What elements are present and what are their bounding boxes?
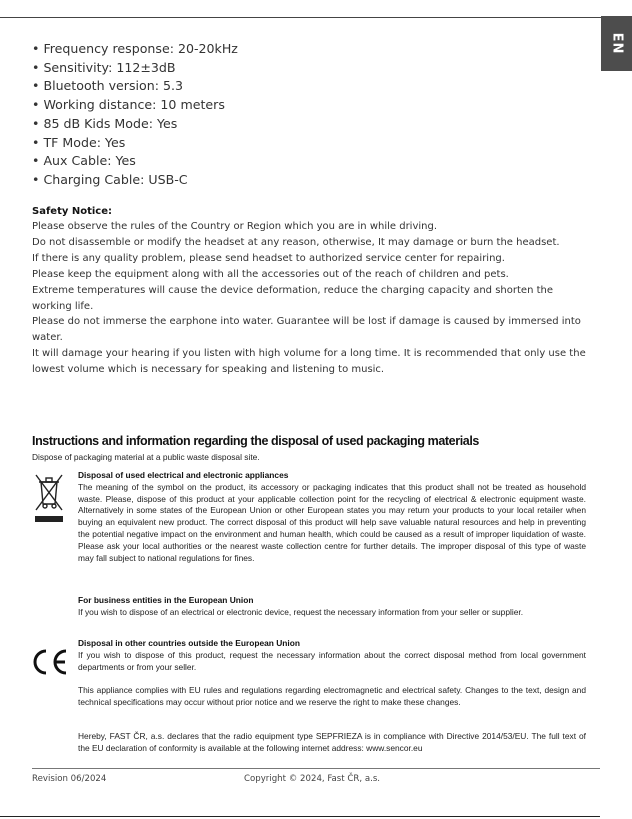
disposal-subtitle: Dispose of packaging material at a public waste disposal site. [32,452,260,462]
footer-divider [32,768,600,769]
safety-notice [32,206,592,378]
weee-section [78,470,586,564]
safety-paragraph: Please keep the equipment along with all the accessories out of the reach of children and pets. [32,268,509,280]
weee-text: The meaning of the symbol on the product, its accessory or packaging indicates that this product shall not be treated as household waste. Please, dispose of this product at your applicable collection point for the recycling of electrical & electronic equipment waste. Alternatively in some states of the European Union or other European states you may return your products to your local retailer when buying an equivalent new product. The correct disposal of this product will help save valuable natural resources and help in preventing the potential negative impact on the environment and human health, which could be caused as a result of improper liquidation of waste. Please ask your local authorities or the nearest waste collection centre for further details. The improper disposal of this type of waste may fall subject to national regulations for fines. [78,481,586,563]
copyright-label: Copyright © 2024, Fast ČR, a.s. [244,774,381,784]
crossed-bin-icon [33,472,65,524]
disposal-title: Instructions and information regarding the disposal of used packaging materials [32,434,479,448]
spec-item: • Frequency response: 20-20kHz [32,40,238,59]
safety-paragraph: Please do not immerse the earphone into water. Guarantee will be lost if damage is caused by immersed into water. [32,316,581,344]
declaration-section [78,731,586,755]
spec-list [32,40,238,190]
spec-item: • Charging Cable: USB-C [32,171,238,190]
spec-item: • Working distance: 10 meters [32,96,238,115]
compliance-section [78,685,586,709]
ce-mark-icon [30,648,70,676]
safety-title: Safety Notice: [32,206,113,217]
language-tab [601,16,632,71]
spec-item: • Sensitivity: 112±3dB [32,59,238,78]
page-bottom-divider [0,816,600,817]
safety-paragraph: Do not disassemble or modify the headset at any reason, otherwise, It may damage or burn the headset. [32,236,560,248]
business-section [78,595,586,619]
top-divider [0,17,601,18]
other-countries-title: Disposal in other countries outside the European Union [78,638,300,648]
business-title: For business entities in the European Union [78,595,254,605]
weee-title: Disposal of used electrical and electronic appliances [78,470,289,480]
revision-label: Revision 06/2024 [32,774,107,784]
declaration-text: Hereby, FAST ČR, a.s. declares that the radio equipment type SEPFRIEZA is in compliance with Directive 2014/53/EU. The full text of the EU declaration of conformity is available at the following internet address: www.sencor.eu [78,731,586,753]
other-countries-text: If you wish to dispose of this product, request the necessary information about the correct disposal method from local government departments or from your seller. [78,649,586,672]
business-text: If you wish to dispose of an electrical or electronic device, request the necessary information from your seller or supplier. [78,606,524,617]
language-label: EN [608,32,624,55]
spec-item: • TF Mode: Yes [32,134,238,153]
spec-item: • 85 dB Kids Mode: Yes [32,115,238,134]
other-countries-section [78,638,586,673]
safety-paragraph: If there is any quality problem, please send headset to authorized service center for repairing. [32,252,505,264]
safety-paragraph: Please observe the rules of the Country or Region which you are in while driving. [32,221,438,232]
safety-paragraph: Extreme temperatures will cause the device deformation, reduce the charging capacity and shorten the working life. [32,284,553,312]
safety-paragraph: It will damage your hearing if you listen with high volume for a long time. It is recommended that only use the lowest volume which is necessary for speaking and listening to music. [32,348,586,376]
spec-item: • Bluetooth version: 5.3 [32,77,238,96]
compliance-text: This appliance complies with EU rules and regulations regarding electromagnetic and electrical safety. Changes to the text, design and technical specifications may occur without prior notice and we reserve the right to make these changes. [78,685,586,707]
spec-item: • Aux Cable: Yes [32,152,238,171]
